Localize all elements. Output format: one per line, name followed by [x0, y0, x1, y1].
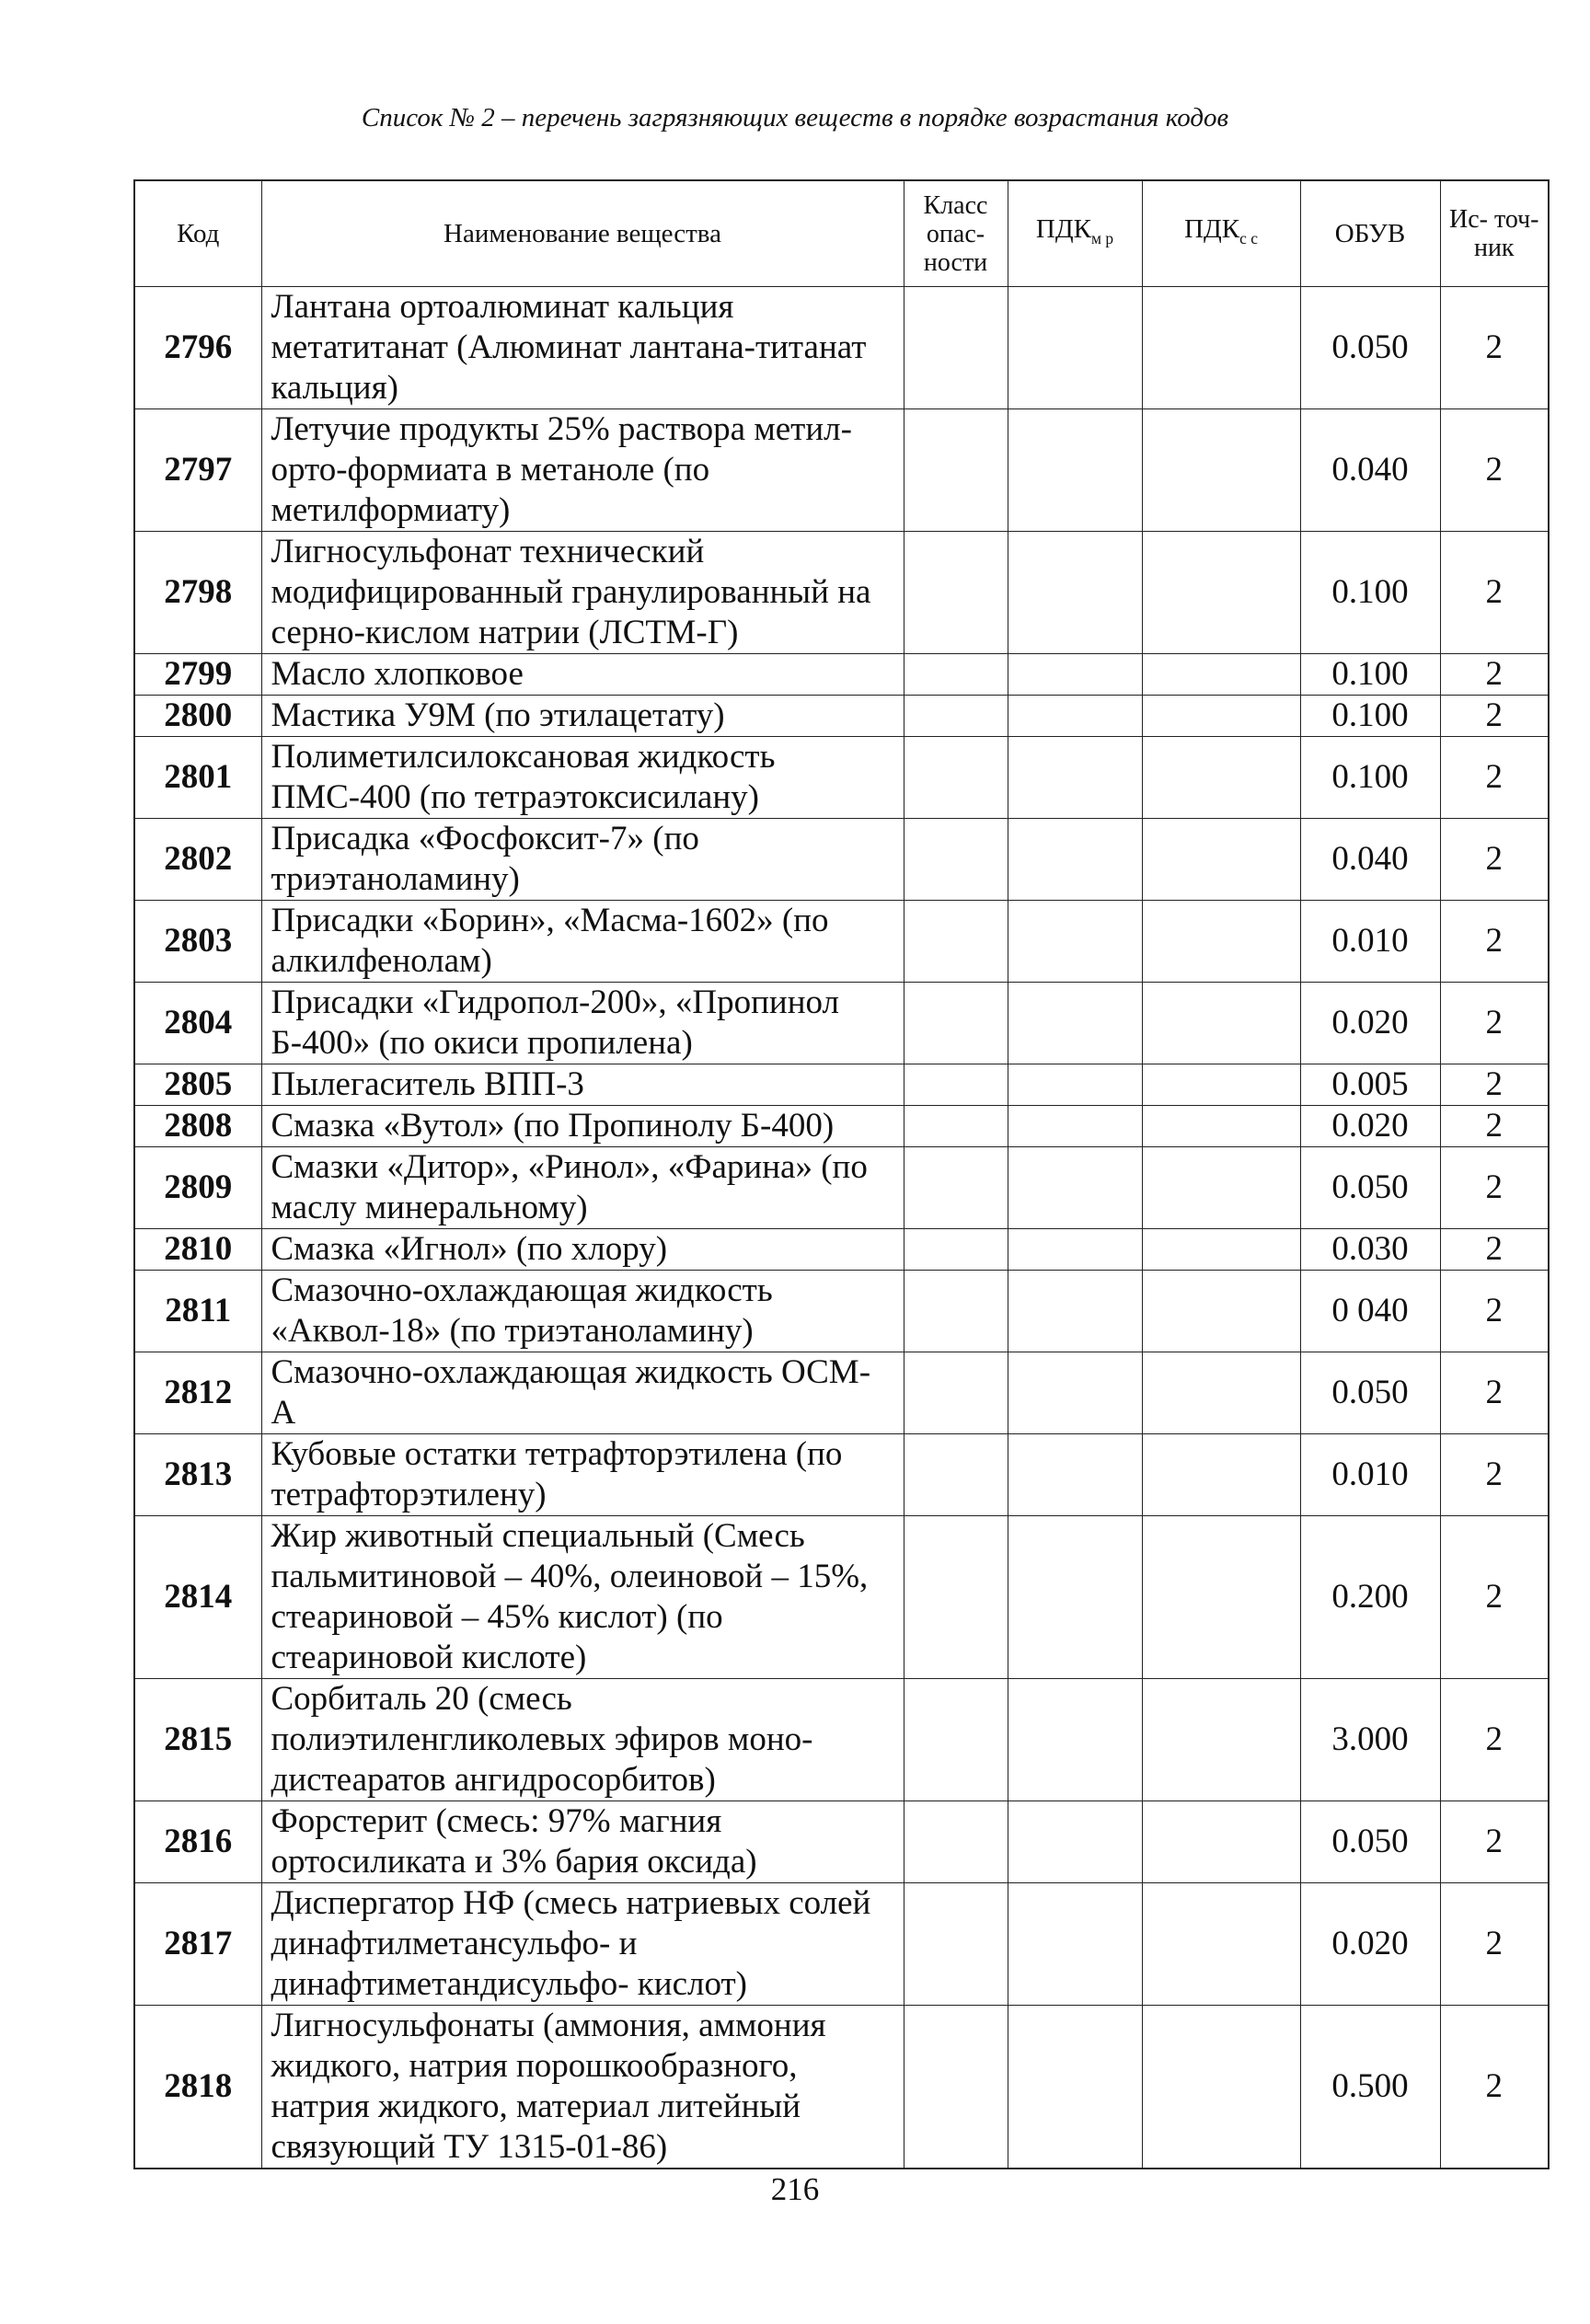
pdk-ss-cell — [1142, 983, 1300, 1064]
substance-name: Лантана ортоалюминат кальция метатитанат (Алюминат лантана-титанат кальция) — [261, 287, 904, 409]
substance-code: 2796 — [134, 287, 261, 409]
substance-name: Летучие продукты 25% раствора метил-орто-формиата в метаноле (по метилформиату) — [261, 409, 904, 532]
obuv-value: 0.005 — [1300, 1064, 1440, 1106]
obuv-value: 0.010 — [1300, 901, 1440, 983]
pdk-ss-cell — [1142, 2006, 1300, 2169]
substance-name: Диспергатор НФ (смесь натриевых солей динафтилметансульфо- и динафтиметандисульфо- кислот) — [261, 1883, 904, 2006]
hazard-class-cell — [904, 737, 1008, 819]
substance-name: Присадки «Гидропол-200», «Пропинол Б-400» (по окиси пропилена) — [261, 983, 904, 1064]
pdk-mr-cell — [1008, 1516, 1142, 1679]
table-body — [134, 287, 1549, 2169]
substance-code: 2802 — [134, 819, 261, 901]
pdk-mr-cell — [1008, 819, 1142, 901]
substance-name: Кубовые остатки тетрафторэтилена (по тетрафторэтилену) — [261, 1434, 904, 1516]
obuv-value: 0.050 — [1300, 287, 1440, 409]
source-value: 2 — [1440, 1064, 1549, 1106]
column-header-hazard-class: Класс опас- ности — [904, 180, 1008, 287]
pdk-ss-cell — [1142, 1679, 1300, 1801]
column-header-obuv: ОБУВ — [1300, 180, 1440, 287]
page-title: Список № 2 – перечень загрязняющих веществ в порядке возрастания кодов — [361, 103, 1229, 132]
pdk-mr-cell — [1008, 983, 1142, 1064]
obuv-value: 0.100 — [1300, 696, 1440, 737]
table-row — [134, 654, 1549, 696]
source-value: 2 — [1440, 819, 1549, 901]
pdk-ss-label: ПДК — [1184, 213, 1240, 244]
pdk-ss-cell — [1142, 1883, 1300, 2006]
table-row — [134, 1434, 1549, 1516]
substance-name: Присадка «Фосфоксит-7» (по триэтаноламину) — [261, 819, 904, 901]
source-value: 2 — [1440, 983, 1549, 1064]
substance-code: 2816 — [134, 1801, 261, 1883]
pdk-mr-cell — [1008, 287, 1142, 409]
column-header-pdk-ss — [1142, 180, 1300, 287]
obuv-value: 0.020 — [1300, 983, 1440, 1064]
obuv-value: 0.500 — [1300, 2006, 1440, 2169]
pdk-mr-label: ПДК — [1035, 213, 1091, 244]
substance-code: 2812 — [134, 1352, 261, 1434]
obuv-value: 0 040 — [1300, 1271, 1440, 1352]
hazard-class-cell — [904, 1106, 1008, 1147]
hazard-class-cell — [904, 287, 1008, 409]
pdk-ss-cell — [1142, 1064, 1300, 1106]
substance-name: Смазки «Дитор», «Ринол», «Фарина» (по маслу минеральному) — [261, 1147, 904, 1229]
source-value: 2 — [1440, 287, 1549, 409]
pdk-ss-cell — [1142, 819, 1300, 901]
obuv-value: 0.100 — [1300, 654, 1440, 696]
table-row — [134, 901, 1549, 983]
column-header-pdk-mr — [1008, 180, 1142, 287]
pdk-mr-cell — [1008, 696, 1142, 737]
table-row — [134, 2006, 1549, 2169]
pdk-ss-cell — [1142, 1147, 1300, 1229]
substance-code: 2804 — [134, 983, 261, 1064]
pdk-mr-cell — [1008, 1147, 1142, 1229]
substance-name: Лигносульфонат технический модифицированный гранулированный на серно-кислом натрии (ЛСТМ-Г) — [261, 532, 904, 654]
substances-table — [133, 179, 1550, 2169]
obuv-value: 0.020 — [1300, 1883, 1440, 2006]
obuv-value: 0.040 — [1300, 409, 1440, 532]
pdk-ss-cell — [1142, 1434, 1300, 1516]
source-value: 2 — [1440, 1883, 1549, 2006]
hazard-class-cell — [904, 1352, 1008, 1434]
table-row — [134, 532, 1549, 654]
pdk-mr-cell — [1008, 1271, 1142, 1352]
substance-code: 2797 — [134, 409, 261, 532]
hazard-class-cell — [904, 2006, 1008, 2169]
table-row — [134, 1271, 1549, 1352]
obuv-value: 0.010 — [1300, 1434, 1440, 1516]
substance-code: 2808 — [134, 1106, 261, 1147]
hazard-class-cell — [904, 409, 1008, 532]
source-value: 2 — [1440, 1352, 1549, 1434]
substance-name: Жир животный специальный (Смесь пальмитиновой – 40%, олеиновой – 15%, стеариновой – 45% кислот) (по стеариновой кислоте) — [261, 1516, 904, 1679]
obuv-value: 0.050 — [1300, 1801, 1440, 1883]
obuv-value: 0.020 — [1300, 1106, 1440, 1147]
obuv-value: 0.050 — [1300, 1147, 1440, 1229]
substance-name: Смазочно-охлаждающая жидкость ОСМ-А — [261, 1352, 904, 1434]
source-value: 2 — [1440, 532, 1549, 654]
source-value: 2 — [1440, 1271, 1549, 1352]
pdk-mr-cell — [1008, 1106, 1142, 1147]
table-row — [134, 1229, 1549, 1271]
substance-code: 2805 — [134, 1064, 261, 1106]
pdk-ss-cell — [1142, 737, 1300, 819]
substance-name: Смазка «Игнол» (по хлору) — [261, 1229, 904, 1271]
pdk-ss-cell — [1142, 287, 1300, 409]
pdk-ss-cell — [1142, 1352, 1300, 1434]
pdk-ss-cell — [1142, 1106, 1300, 1147]
pdk-mr-cell — [1008, 737, 1142, 819]
pdk-mr-cell — [1008, 1434, 1142, 1516]
substance-name: Масло хлопковое — [261, 654, 904, 696]
source-value: 2 — [1440, 1106, 1549, 1147]
table-row — [134, 983, 1549, 1064]
hazard-class-cell — [904, 532, 1008, 654]
table-row — [134, 819, 1549, 901]
hazard-class-cell — [904, 1147, 1008, 1229]
hazard-class-cell — [904, 1801, 1008, 1883]
hazard-class-cell — [904, 1271, 1008, 1352]
pdk-ss-cell — [1142, 654, 1300, 696]
hazard-class-cell — [904, 1679, 1008, 1801]
pdk-mr-cell — [1008, 409, 1142, 532]
source-value: 2 — [1440, 1229, 1549, 1271]
pdk-mr-cell — [1008, 1352, 1142, 1434]
pdk-mr-cell — [1008, 901, 1142, 983]
page-number: 216 — [770, 2171, 820, 2207]
substance-name: Мастика У9М (по этилацетату) — [261, 696, 904, 737]
obuv-value: 0.100 — [1300, 737, 1440, 819]
substance-code: 2800 — [134, 696, 261, 737]
source-value: 2 — [1440, 1147, 1549, 1229]
substance-name: Смазка «Вутол» (по Пропинолу Б-400) — [261, 1106, 904, 1147]
substance-name: Смазочно-охлаждающая жидкость «Аквол-18» (по триэтаноламину) — [261, 1271, 904, 1352]
substance-code: 2799 — [134, 654, 261, 696]
table-row — [134, 1064, 1549, 1106]
source-value: 2 — [1440, 737, 1549, 819]
substance-name: Пылегаситель ВПП-3 — [261, 1064, 904, 1106]
substance-name: Форстерит (смесь: 97% магния ортосиликата и 3% бария оксида) — [261, 1801, 904, 1883]
pdk-ss-cell — [1142, 532, 1300, 654]
source-value: 2 — [1440, 654, 1549, 696]
obuv-value: 0.040 — [1300, 819, 1440, 901]
table-row — [134, 1801, 1549, 1883]
source-value: 2 — [1440, 901, 1549, 983]
substance-code: 2813 — [134, 1434, 261, 1516]
hazard-class-cell — [904, 1229, 1008, 1271]
table-row — [134, 696, 1549, 737]
substance-code: 2798 — [134, 532, 261, 654]
obuv-value: 0.050 — [1300, 1352, 1440, 1434]
pdk-ss-cell — [1142, 1516, 1300, 1679]
pdk-mr-cell — [1008, 654, 1142, 696]
substance-code: 2811 — [134, 1271, 261, 1352]
table-row — [134, 737, 1549, 819]
pdk-ss-cell — [1142, 696, 1300, 737]
hazard-class-cell — [904, 696, 1008, 737]
substance-name: Сорбиталь 20 (смесь полиэтиленгликолевых эфиров моно-дистеаратов ангидросорбитов) — [261, 1679, 904, 1801]
table-row — [134, 1679, 1549, 1801]
pdk-mr-cell — [1008, 1883, 1142, 2006]
source-value: 2 — [1440, 696, 1549, 737]
substance-code: 2818 — [134, 2006, 261, 2169]
pdk-mr-cell — [1008, 1229, 1142, 1271]
pdk-ss-subscript: с с — [1239, 228, 1258, 247]
table-row — [134, 1352, 1549, 1434]
substance-code: 2815 — [134, 1679, 261, 1801]
table-row — [134, 1106, 1549, 1147]
column-header-name: Наименование вещества — [261, 180, 904, 287]
pdk-ss-cell — [1142, 409, 1300, 532]
column-header-code: Код — [134, 180, 261, 287]
hazard-class-cell — [904, 1434, 1008, 1516]
pdk-mr-cell — [1008, 2006, 1142, 2169]
pdk-mr-subscript: м р — [1091, 228, 1114, 247]
obuv-value: 3.000 — [1300, 1679, 1440, 1801]
source-value: 2 — [1440, 1516, 1549, 1679]
obuv-value: 0.100 — [1300, 532, 1440, 654]
pdk-ss-cell — [1142, 1801, 1300, 1883]
pdk-ss-cell — [1142, 1271, 1300, 1352]
hazard-class-cell — [904, 654, 1008, 696]
substance-code: 2803 — [134, 901, 261, 983]
hazard-class-cell — [904, 1064, 1008, 1106]
table-row — [134, 1883, 1549, 2006]
substance-code: 2809 — [134, 1147, 261, 1229]
substance-code: 2817 — [134, 1883, 261, 2006]
substance-code: 2814 — [134, 1516, 261, 1679]
table-row — [134, 1516, 1549, 1679]
table-row — [134, 287, 1549, 409]
substance-name: Полиметилсилоксановая жидкость ПМС-400 (по тетраэтоксисилану) — [261, 737, 904, 819]
pdk-mr-cell — [1008, 1064, 1142, 1106]
hazard-class-cell — [904, 901, 1008, 983]
pdk-mr-cell — [1008, 532, 1142, 654]
source-value: 2 — [1440, 2006, 1549, 2169]
hazard-class-cell — [904, 819, 1008, 901]
column-header-source: Ис- точ- ник — [1440, 180, 1549, 287]
pdk-ss-cell — [1142, 1229, 1300, 1271]
source-value: 2 — [1440, 1679, 1549, 1801]
substance-code: 2810 — [134, 1229, 261, 1271]
table-row — [134, 1147, 1549, 1229]
pdk-mr-cell — [1008, 1801, 1142, 1883]
table-row — [134, 409, 1549, 532]
substance-name: Лигносульфонаты (аммония, аммония жидкого, натрия порошкообразного, натрия жидкого, материал литейный связующий ТУ 1315-01-86) — [261, 2006, 904, 2169]
substance-code: 2801 — [134, 737, 261, 819]
hazard-class-cell — [904, 983, 1008, 1064]
table-header-row — [134, 180, 1549, 287]
hazard-class-cell — [904, 1883, 1008, 2006]
hazard-class-cell — [904, 1516, 1008, 1679]
source-value: 2 — [1440, 1434, 1549, 1516]
pdk-mr-cell — [1008, 1679, 1142, 1801]
pdk-ss-cell — [1142, 901, 1300, 983]
obuv-value: 0.030 — [1300, 1229, 1440, 1271]
source-value: 2 — [1440, 1801, 1549, 1883]
obuv-value: 0.200 — [1300, 1516, 1440, 1679]
source-value: 2 — [1440, 409, 1549, 532]
substance-name: Присадки «Борин», «Масма-1602» (по алкилфенолам) — [261, 901, 904, 983]
